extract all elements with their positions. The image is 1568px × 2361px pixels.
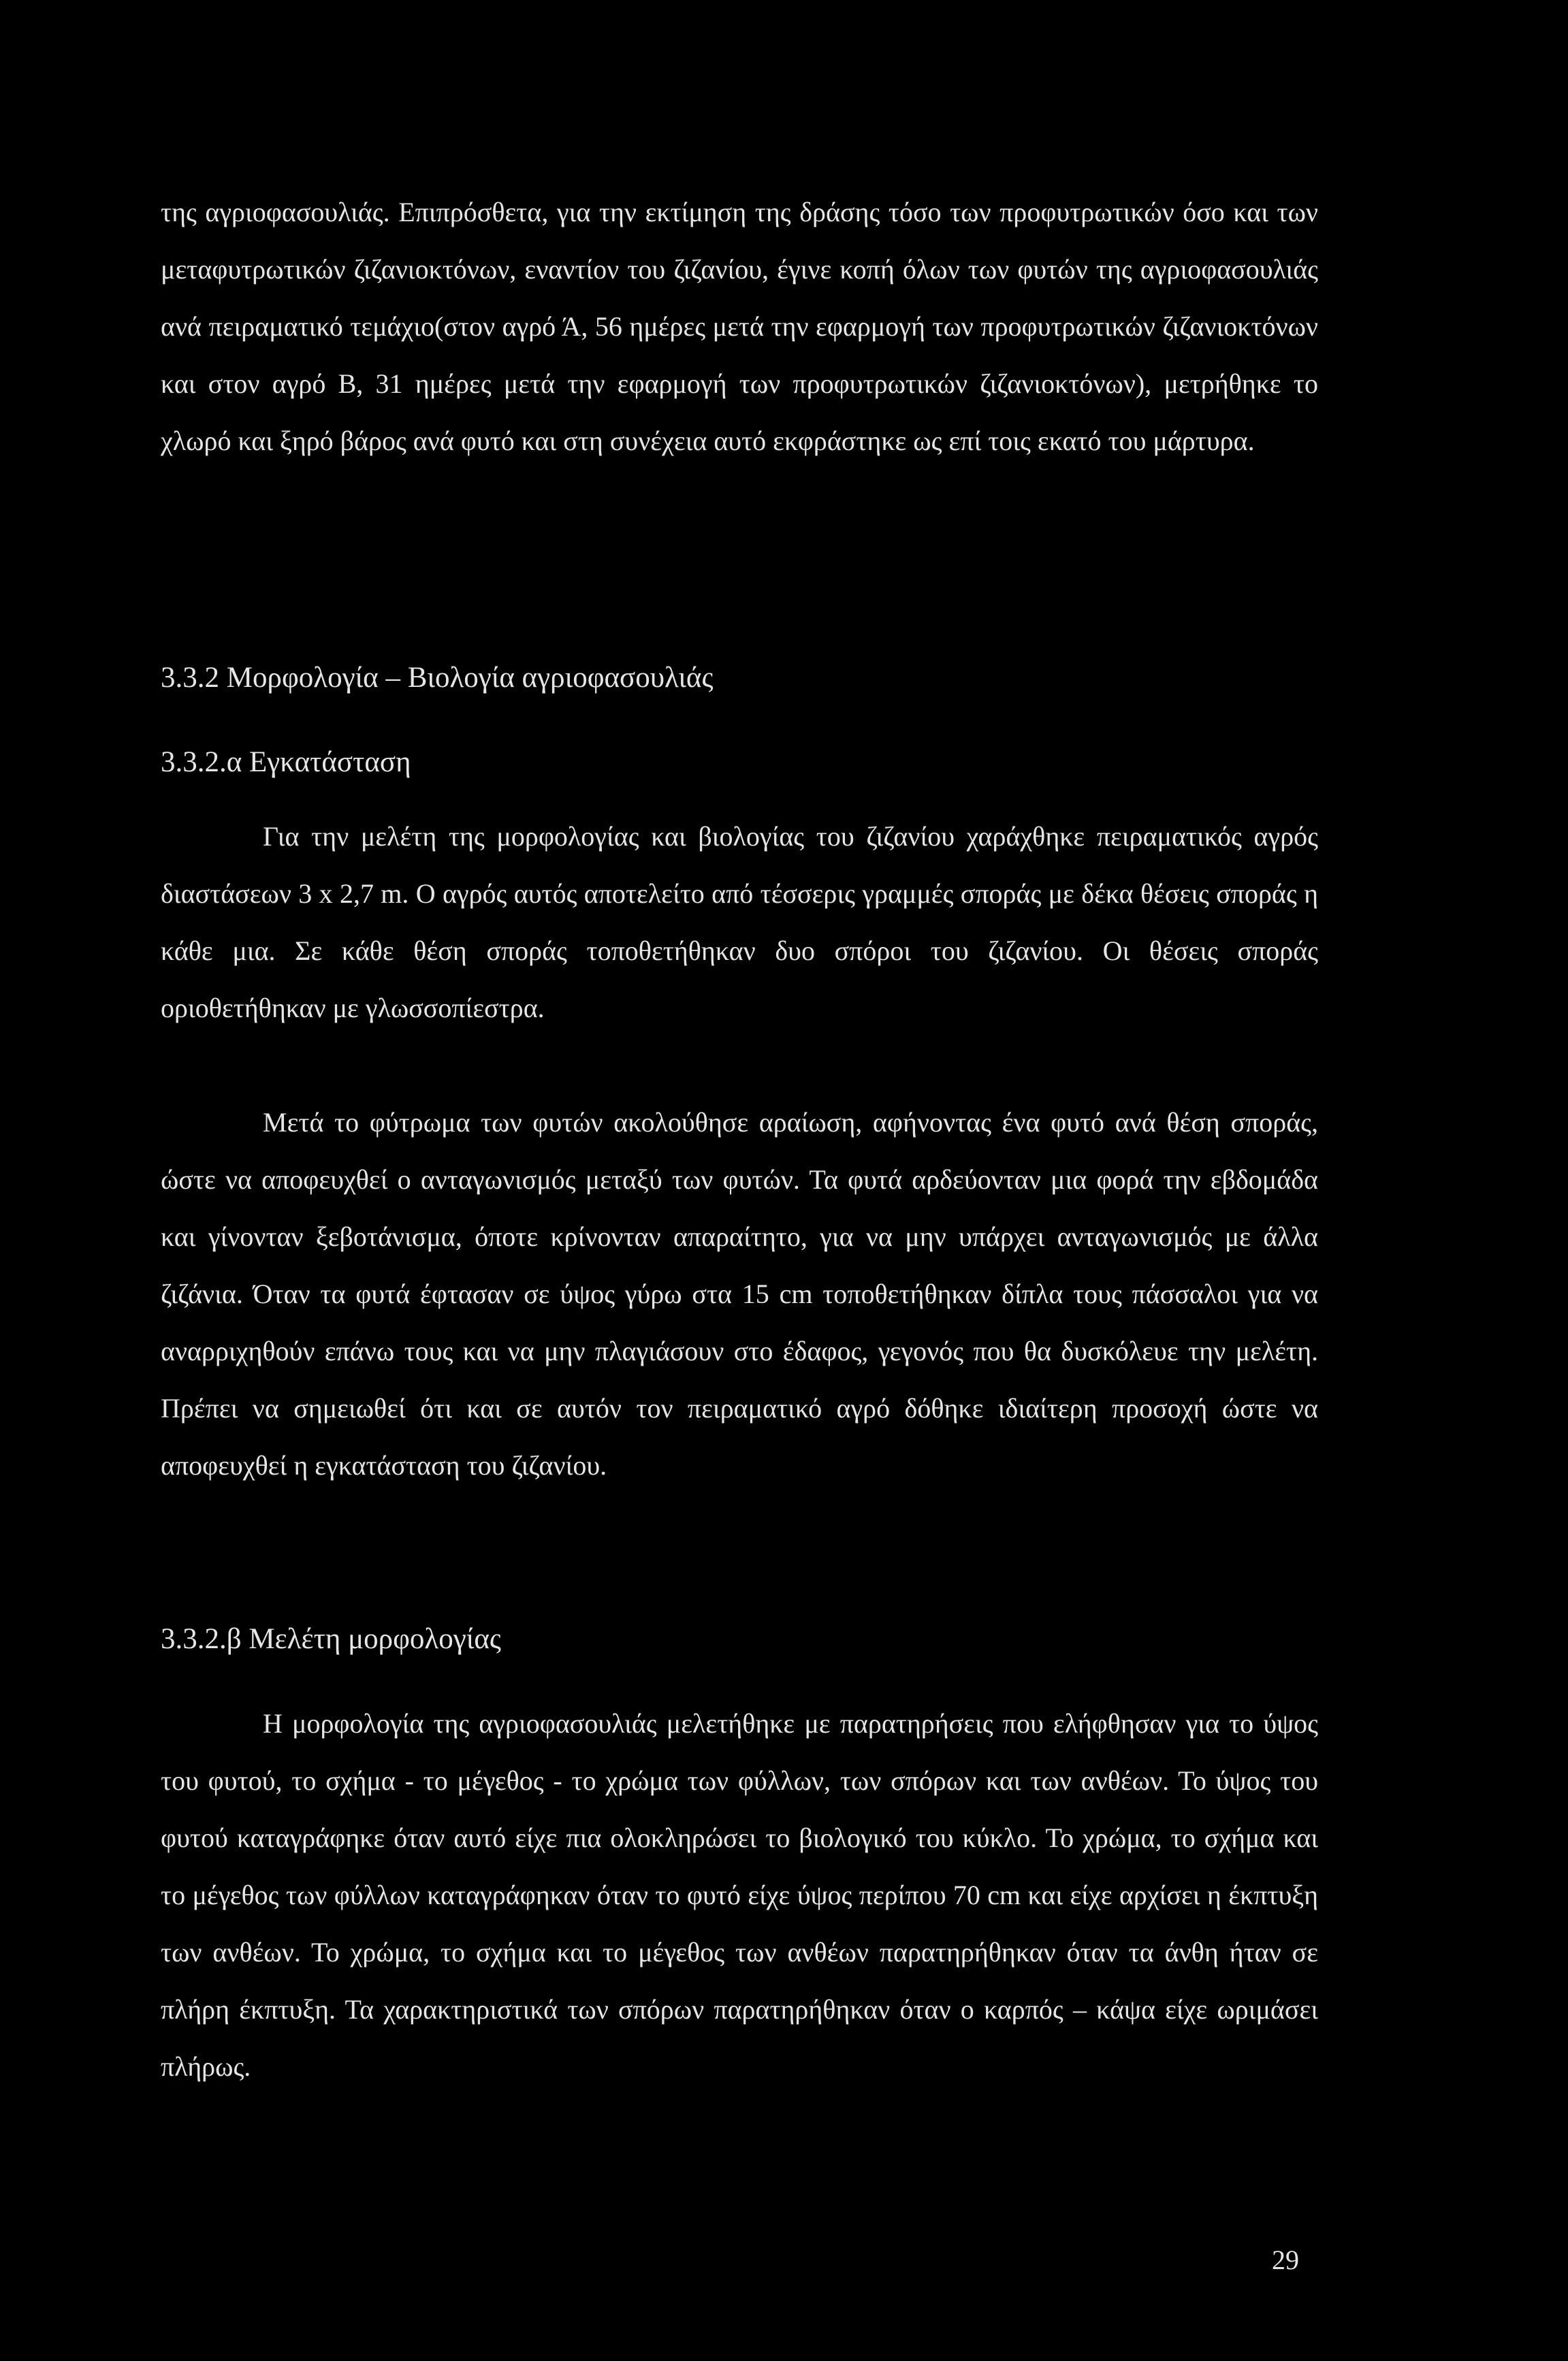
- subsection-b-paragraph: Η μορφολογία της αγριοφασουλιάς μελετήθηκε με παρατηρήσεις που ελήφθησαν για το ύψος του φυτού, το σχήμα - το μέγεθος - το χρώμα των φύλλων, των σπόρων και των ανθέων. Το ύψος του φυτού καταγράφηκε όταν αυτό είχε πια ολοκληρώσει το βιολογικό του κύκλο. Το χρώμα, το σχήμα και το μέγεθος των φύλλων καταγράφηκαν όταν το φυτό είχε ύψος περίπου 70 cm και είχε αρχίσει η έκπτυξη των ανθέων. Το χρώμα, το σχήμα και το μέγεθος των ανθέων παρατηρήθηκαν όταν τα άνθη ήταν σε πλήρη έκπτυξη. Τα χαρακτηριστικά των σπόρων παρατηρήθηκαν όταν ο καρπός – κάψα είχε ωριμάσει πλήρως.: [161, 1708, 1318, 2082]
- page-number: 29: [1272, 2245, 1299, 2275]
- subsection-b-heading: 3.3.2.β Μελέτη μορφολογίας: [161, 1623, 501, 1655]
- subsection-a-heading: 3.3.2.α Εγκατάσταση: [161, 746, 411, 778]
- subsection-a-paragraph-1: Για την μελέτη της μορφολογίας και βιολογίας του ζιζανίου χαράχθηκε πειραματικός αγρός διαστάσεων 3 x 2,7 m. Ο αγρός αυτός αποτελείτο από τέσσερις γραμμές σποράς με δέκα θέσεις σποράς η κάθε μια. Σε κάθε θέση σποράς τοποθετήθηκαν δυο σπόροι του ζιζανίου. Οι θέσεις σποράς οριοθετήθηκαν με γλωσσοπίεστρα.: [161, 821, 1318, 1023]
- section-heading: 3.3.2 Μορφολογία – Βιολογία αγριοφασουλιάς: [161, 662, 714, 694]
- subsection-a-paragraph-2: Μετά το φύτρωμα των φυτών ακολούθησε αραίωση, αφήνοντας ένα φυτό ανά θέση σποράς, ώστε να αποφευχθεί ο ανταγωνισμός μεταξύ των φυτών. Τα φυτά αρδεύονταν μια φορά την εβδομάδα και γίνονταν ξεβοτάνισμα, όποτε κρίνονταν απαραίτητο, για να μην υπάρχει ανταγωνισμός με άλλα ζιζάνια. Όταν τα φυτά έφτασαν σε ύψος γύρω στα 15 cm τοποθετήθηκαν δίπλα τους πάσσαλοι για να αναρριχηθούν επάνω τους και να μην πλαγιάσουν στο έδαφος, γεγονός που θα δυσκόλευε την μελέτη. Πρέπει να σημειωθεί ότι και σε αυτόν τον πειραματικό αγρό δόθηκε ιδιαίτερη προσοχή ώστε να αποφευχθεί η εγκατάσταση του ζιζανίου.: [161, 1107, 1318, 1481]
- intro-paragraph: της αγριοφασουλιάς. Επιπρόσθετα, για την εκτίμηση της δράσης τόσο των προφυτρωτικών όσο και των μεταφυτρωτικών ζιζανιοκτόνων, εναντίον του ζιζανίου, έγινε κοπή όλων των φυτών της αγριοφασουλιάς ανά πειραματικό τεμάχιο(στον αγρό Ά, 56 ημέρες μετά την εφαρμογή των προφυτρωτικών ζιζανιοκτόνων και στον αγρό Β, 31 ημέρες μετά την εφαρμογή των προφυτρωτικών ζιζανιοκτόνων), μετρήθηκε το χλωρό και ξηρό βάρος ανά φυτό και στη συνέχεια αυτό εκφράστηκε ως επί τοις εκατό του μάρτυρα.: [161, 197, 1318, 456]
